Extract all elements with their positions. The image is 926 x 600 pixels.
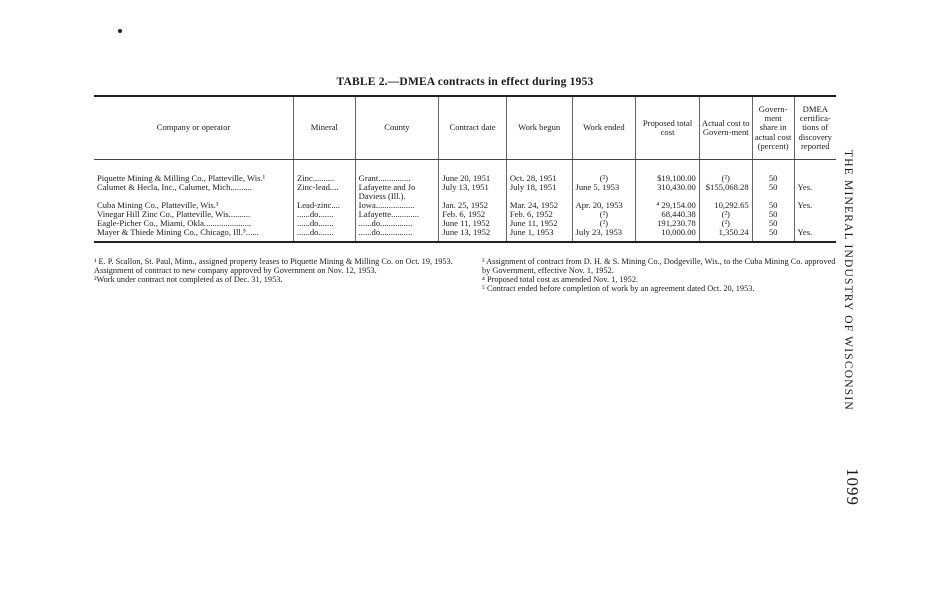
col-header-contract-date: Contract date [439, 96, 507, 160]
col-header-work-ended: Work ended [572, 96, 636, 160]
running-header: THE MINERAL INDUSTRY OF WISCONSIN [842, 150, 854, 411]
footnotes-right [482, 257, 842, 294]
cell-work-begun: June 11, 1952 [506, 219, 572, 228]
cell-mineral: Zinc.......... [293, 174, 355, 183]
cell-company: Eagle-Picher Co., Miami, Okla...................... [97, 218, 252, 229]
footnote-4: ⁴ Proposed total cost as amended Nov. 1, 1952. [482, 275, 639, 285]
table-title: TABLE 2.—DMEA contracts in effect during 1953 [336, 76, 594, 88]
cell-mineral: ......do....... [293, 210, 355, 219]
cell-contract-date: July 13, 1951 [439, 183, 507, 201]
footnote-5: ⁵ Contract ended before completion of work by an agreement dated Oct. 20, 1953. [482, 284, 755, 294]
col-header-county: County [355, 96, 439, 160]
cell-county: Iowa.................. [355, 201, 439, 210]
cell-company: Vinegar Hill Zinc Co., Platteville, Wis.......... [97, 209, 251, 220]
cell-county: ......do............... [355, 219, 439, 228]
col-header-company: Company or operator [94, 96, 293, 160]
cell-dmea-certification: Yes. [794, 228, 836, 242]
cell-contract-date: Jan. 25, 1952 [439, 201, 507, 210]
col-header-dmea-certifications: DMEA certifica-tions of discovery reported [794, 96, 836, 160]
cell-actual-cost: 1,350.24 [699, 228, 752, 242]
cell-actual-cost: (²) [699, 219, 752, 228]
footnote-1: ¹ E. P. Scallon, St. Paul, Minn., assigned property leases to Piquette Mining & Milling Co. on Oct. 19, 1953. Assignment of contract to new company approved by Government on Nov. 12, 1953. [94, 257, 453, 276]
cell-proposed-cost: 191,230.78 [636, 219, 700, 228]
cell-company: Piquette Mining & Milling Co., Platteville, Wis.¹ [97, 173, 266, 183]
page-mark [118, 29, 122, 33]
cell-proposed-cost: ⁴ 29,154.00 [636, 201, 700, 210]
cell-county: ......do............... [355, 228, 439, 242]
col-header-work-begun: Work begun [506, 96, 572, 160]
col-header-actual-cost: Actual cost to Govern-ment [699, 96, 752, 160]
cell-company: Mayer & Thiede Mining Co., Chicago, Ill.⁵...... [94, 228, 293, 242]
cell-proposed-cost: $19,100.00 [636, 174, 700, 183]
cell-work-ended: Apr. 20, 1953 [572, 201, 636, 210]
cell-actual-cost: (²) [699, 210, 752, 219]
cell-mineral: Lead-zinc.... [293, 201, 355, 210]
col-header-proposed-cost: Proposed total cost [636, 96, 700, 160]
cell-work-begun: Mar. 24, 1952 [506, 201, 572, 210]
cell-county: Lafayette............. [355, 210, 439, 219]
cell-work-ended: July 23, 1953 [572, 228, 636, 242]
cell-actual-cost: 10,292.65 [699, 201, 752, 210]
cell-work-ended: (²) [572, 219, 636, 228]
cell-contract-date: June 13, 1952 [439, 228, 507, 242]
cell-mineral: ......do....... [293, 228, 355, 242]
cell-dmea-certification [794, 210, 836, 219]
footnote-2: ²Work under contract not completed as of Dec. 31, 1953. [94, 275, 283, 285]
cell-work-begun: July 18, 1951 [506, 183, 572, 201]
col-header-government-share: Govern-ment share in actual cost (percent) [752, 96, 794, 160]
cell-government-share: 50 [752, 228, 794, 242]
cell-county: Lafayette and Jo Daviess (Ill.). [355, 183, 439, 201]
cell-government-share: 50 [752, 210, 794, 219]
cell-contract-date: June 20, 1951 [439, 174, 507, 183]
cell-work-ended: June 5, 1953 [572, 183, 636, 201]
cell-government-share: 50 [752, 219, 794, 228]
header-row [94, 96, 836, 160]
cell-actual-cost: (²) [699, 174, 752, 183]
cell-mineral: Zinc-lead.... [293, 183, 355, 201]
cell-dmea-certification: Yes. [794, 201, 836, 210]
cell-work-begun: Oct. 28, 1951 [506, 174, 572, 183]
cell-work-ended: (²) [572, 174, 636, 183]
cell-actual-cost: $155,068.28 [699, 183, 752, 201]
page-number: 1099 [843, 468, 862, 506]
cell-company: Calumet & Hecla, Inc., Calumet, Mich.......... [97, 182, 252, 193]
cell-work-ended: (²) [572, 210, 636, 219]
cell-dmea-certification: Yes. [794, 183, 836, 201]
cell-mineral: ......do....... [293, 219, 355, 228]
cell-government-share: 50 [752, 174, 794, 183]
table-row [94, 228, 836, 242]
cell-company: Cuba Mining Co., Platteville, Wis.³ [97, 200, 219, 211]
cell-contract-date: Feb. 6, 1952 [439, 210, 507, 219]
cell-proposed-cost: 310,430.00 [636, 183, 700, 201]
footnote-3: ³ Assignment of contract from D. H. & S. Mining Co., Dodgeville, Wis., to the Cuba Mining Co. approved by Government, effective Nov. 1, 1952. [482, 257, 836, 276]
cell-work-begun: June 1, 1953 [506, 228, 572, 242]
dmea-contracts-table [94, 95, 836, 243]
cell-county: Grant............... [355, 174, 439, 183]
col-header-mineral: Mineral [293, 96, 355, 160]
cell-proposed-cost: 68,440.38 [636, 210, 700, 219]
cell-government-share: 50 [752, 183, 794, 201]
cell-government-share: 50 [752, 201, 794, 210]
cell-work-begun: Feb. 6, 1952 [506, 210, 572, 219]
cell-contract-date: June 11, 1952 [439, 219, 507, 228]
cell-proposed-cost: 10,000.00 [636, 228, 700, 242]
footnotes-left [94, 257, 459, 284]
table-row [94, 183, 836, 201]
